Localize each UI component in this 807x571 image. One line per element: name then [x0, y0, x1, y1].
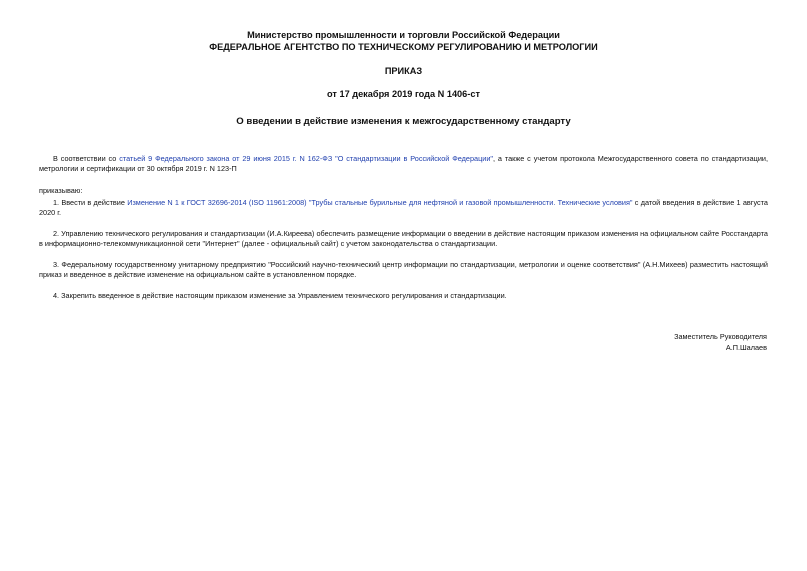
item1-suffix: с датой введения в действие 1 августа 2020 г. — [39, 198, 768, 218]
orders-label: приказываю: — [39, 186, 83, 195]
signatory-position: Заместитель Руководителя — [674, 332, 767, 341]
item1-prefix: 1. Ввести в действие — [53, 198, 128, 207]
agency-name: ФЕДЕРАЛЬНОЕ АГЕНТСТВО ПО ТЕХНИЧЕСКОМУ РЕГУЛИРОВАНИЮ И МЕТРОЛОГИИ — [209, 42, 598, 52]
preamble-suffix: , а также с учетом протокола Межгосударственного совета по стандартизации, метрологии и сертификации от 30 октября 2019 г. N 123-П — [39, 154, 769, 174]
preamble-paragraph — [39, 154, 768, 175]
order-subject: О введении в действие изменения к межгосударственному стандарту — [236, 116, 571, 127]
order-item-3: 3. Федеральному государственному унитарному предприятию "Российский научно-технический центр информации по стандартизации, метрологии и оценке соответствия" (А.Н.Михеев) разместить настоящий приказ и введенное в действие изменение на официальном сайте в установленном порядке. — [39, 260, 768, 280]
standard-amendment-link[interactable]: Изменение N 1 к ГОСТ 32696-2014 (ISO 11961:2008) "Трубы стальные бурильные для нефтяной и газовой промышленности. Технические условия" — [127, 198, 633, 207]
order-item-4: 4. Закрепить введенное в действие настоящим приказом изменение за Управлением технического регулирования и стандартизации. — [53, 291, 507, 300]
order-date: от 17 декабря 2019 года N 1406-ст — [327, 89, 480, 99]
order-item-2: 2. Управлению технического регулирования и стандартизации (И.А.Киреева) обеспечить размещение информации о введении в действие настоящим приказом изменения на официальном сайте Росстандарта в информационно-телекоммуникационной сети "Интернет" (далее - официальный сайт) с учетом законодательства о стандартизации. — [39, 229, 768, 249]
preamble-prefix: В соответствии со — [53, 154, 120, 163]
ministry-name: Министерство промышленности и торговли Российской Федерации — [247, 30, 560, 40]
signatory-name: А.П.Шалаев — [725, 343, 767, 352]
order-item-1 — [39, 198, 768, 219]
order-title: ПРИКАЗ — [384, 66, 423, 76]
federal-law-link[interactable]: статьей 9 Федерального закона от 29 июня 2015 г. N 162-ФЗ "О стандартизации в Российской Федерации" — [119, 154, 494, 163]
